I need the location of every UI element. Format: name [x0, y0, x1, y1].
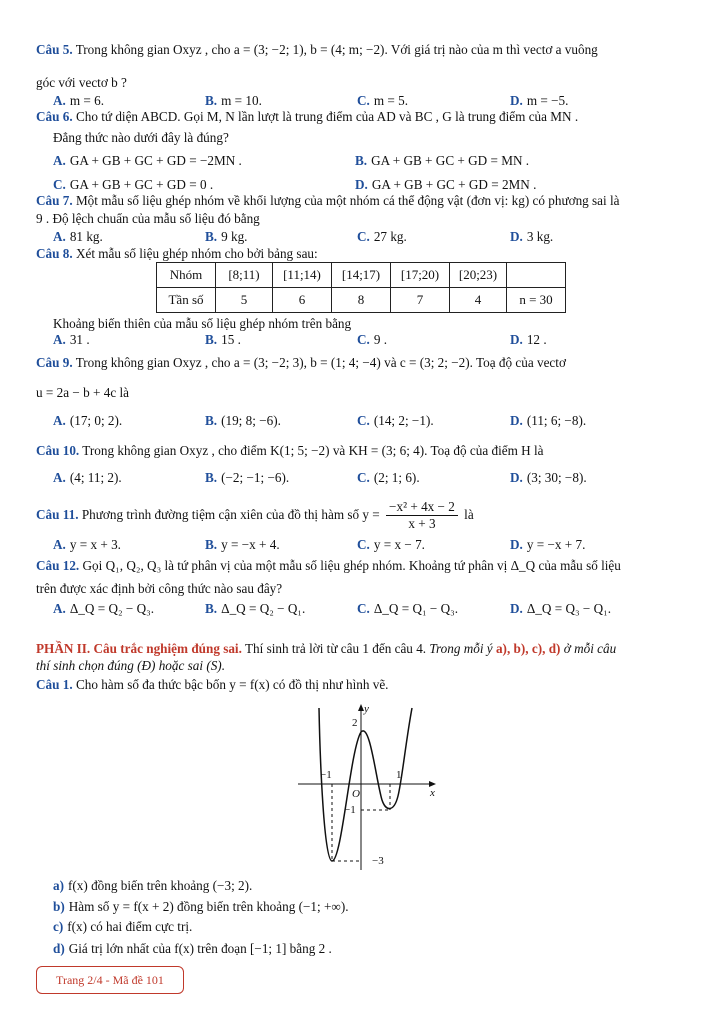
fraction-denominator: x + 3 [408, 516, 436, 532]
option-b[interactable]: B. GA + GB + GC + GD = MN . [355, 153, 530, 168]
question-text: Trong không gian Oxyz , cho điểm K(1; 5; −2) và [82, 443, 346, 458]
option-c[interactable]: C. m = 5. [357, 93, 409, 108]
question-6 [36, 108, 691, 126]
question-9-cont [36, 384, 691, 402]
option-a[interactable]: A. m = 6. [53, 93, 105, 108]
question-text: Phương trình đường tiệm cận xiên của đồ thị hàm số y = [81, 507, 380, 522]
option-c[interactable]: C. (14; 2; −1). [357, 413, 434, 428]
vector-u: u = 2a − b + 4c [36, 385, 117, 400]
option-b[interactable]: B. y = −x + 4. [205, 537, 280, 552]
x-axis-label: x [430, 787, 435, 799]
question-label: Câu 8. [36, 246, 73, 261]
question-5 [36, 41, 691, 59]
option-a[interactable]: A. 31 . [53, 332, 90, 347]
statement-d[interactable]: d) Giá trị lớn nhất của f(x) trên đoạn [−1; 1] bằng 2 . [53, 941, 332, 956]
frequency-table [156, 262, 566, 313]
option-b[interactable]: B. 15 . [205, 332, 241, 347]
question-8 [36, 245, 691, 263]
table-cell: [20;23) [450, 263, 507, 288]
section-text: ở mỗi câu [563, 641, 617, 656]
section-title: PHẦN II. Câu trắc nghiệm đúng sai. [36, 641, 242, 656]
vector-a: a = (3; −2; 3), [233, 355, 307, 370]
table-cell: [14;17) [332, 263, 391, 288]
question-11 [36, 498, 691, 532]
option-a[interactable]: A. Δ_Q = Q₂ − Q₃. [53, 601, 155, 616]
vector-c: c = (3; 2; −2). [399, 355, 473, 370]
question-text: Gọi Q₁, Q₂, Q₃ là tứ phân vị của một mẫu số liệu ghép nhóm. Khoảng tứ phân vị Δ_Q của mẫu số liệu [82, 558, 621, 573]
option-a[interactable]: A. 81 kg. [53, 229, 103, 244]
table-cell: Nhóm [157, 263, 216, 288]
option-b[interactable]: B. (−2; −1; −6). [205, 470, 290, 485]
table-cell: Tần số [157, 288, 216, 313]
option-a[interactable]: A. (17; 0; 2). [53, 413, 123, 428]
question-text: góc với vectơ b ? [36, 75, 127, 90]
question-text: trên được xác định bởi công thức nào sau đây? [36, 581, 283, 596]
table-cell: 7 [391, 288, 450, 313]
question-9 [36, 354, 691, 372]
option-a[interactable]: A. GA + GB + GC + GD = −2MN . [53, 153, 242, 168]
question-text: Khoảng biến thiên của mẫu số liệu ghép nhóm trên bằng [53, 316, 352, 331]
question-label: Câu 12. [36, 558, 80, 573]
question-text: Một mẫu số liệu ghép nhóm về khối lượng của một nhóm cá thể động vật (đơn vị: kg) có phương sai là [75, 193, 620, 208]
question-text: Trong không gian Oxyz , cho [75, 355, 231, 370]
option-b[interactable]: B. 9 kg. [205, 229, 248, 244]
quartic-function-graph [290, 700, 440, 872]
option-a[interactable]: A. (4; 11; 2). [53, 470, 122, 485]
option-d[interactable]: D. 3 kg. [510, 229, 554, 244]
question-label: Câu 1. [36, 677, 73, 692]
option-d[interactable]: D. (3; 30; −8). [510, 470, 587, 485]
tick-label: −3 [372, 855, 384, 867]
option-d[interactable]: D. (11; 6; −8). [510, 413, 587, 428]
tick-label: −1 [344, 804, 356, 816]
part2-question-1 [36, 676, 691, 694]
option-c[interactable]: C. GA + GB + GC + GD = 0 . [53, 177, 214, 192]
question-text: Đẳng thức nào dưới đây là đúng? [53, 130, 229, 145]
question-10 [36, 442, 691, 460]
question-text: Trong không gian Oxyz , cho [75, 42, 231, 57]
option-c[interactable]: C. Δ_Q = Q₁ − Q₃. [357, 601, 459, 616]
question-5-cont [36, 74, 691, 92]
option-d[interactable]: D. m = −5. [510, 93, 569, 108]
question-text: là [464, 507, 474, 522]
option-b[interactable]: B. (19; 8; −6). [205, 413, 281, 428]
item-letter: d) [548, 641, 561, 656]
question-label: Câu 9. [36, 355, 73, 370]
statement-a[interactable]: a) f(x) đồng biến trên khoảng (−3; 2). [53, 878, 253, 893]
question-label: Câu 10. [36, 443, 80, 458]
option-a[interactable]: A. y = x + 3. [53, 537, 121, 552]
table-cell: [17;20) [391, 263, 450, 288]
section-text: Trong mỗi ý [429, 641, 493, 656]
vector-kh: KH = (3; 6; 4). [348, 443, 428, 458]
vector-a: a = (3; −2; 1), [233, 42, 307, 57]
part-2-header [36, 640, 691, 658]
question-text: là [119, 385, 130, 400]
option-b[interactable]: B. Δ_Q = Q₂ − Q₁. [205, 601, 306, 616]
option-d[interactable]: D. y = −x + 7. [510, 537, 586, 552]
table-row [157, 263, 566, 288]
section-text: thí sinh chọn đúng (Đ) hoặc sai (S). [36, 658, 225, 673]
fraction [386, 499, 458, 532]
tick-label: −1 [320, 769, 332, 781]
option-c[interactable]: C. y = x − 7. [357, 537, 425, 552]
page-footer: Trang 2/4 - Mã đề 101 [36, 966, 184, 994]
question-label: Câu 7. [36, 193, 73, 208]
option-c[interactable]: C. 27 kg. [357, 229, 407, 244]
question-text: và [384, 355, 397, 370]
item-letter: c), [531, 641, 546, 656]
table-cell [507, 263, 566, 288]
table-cell: 8 [332, 288, 391, 313]
question-text: Toạ độ của điểm H là [430, 443, 544, 458]
vector-b: b = (4; m; −2). [310, 42, 388, 57]
tick-label: 2 [352, 717, 358, 729]
part-2-header-cont [36, 657, 691, 675]
question-text: Cho hàm số đa thức bậc bốn y = f(x) có đồ thị như hình vẽ. [75, 677, 389, 692]
question-text: Với giá trị nào của m thì vectơ a vuông [390, 42, 598, 57]
option-c[interactable]: C. (2; 1; 6). [357, 470, 420, 485]
section-text: Thí sinh trả lời từ câu 1 đến câu 4. [244, 641, 427, 656]
question-6-cont [53, 129, 691, 147]
table-cell: 5 [216, 288, 273, 313]
y-axis-label: y [364, 703, 369, 715]
table-cell: [8;11) [216, 263, 273, 288]
question-12-cont [36, 580, 691, 598]
question-text: Toạ độ của vectơ [476, 355, 566, 370]
question-text: Xét mẫu số liệu ghép nhóm cho bởi bảng sau: [75, 246, 318, 261]
table-cell: [11;14) [273, 263, 332, 288]
table-cell: 6 [273, 288, 332, 313]
question-label: Câu 6. [36, 109, 73, 124]
vector-b: b = (1; 4; −4) [310, 355, 381, 370]
question-7 [36, 192, 691, 210]
question-text: Cho tứ diện ABCD. Gọi M, N lần lượt là trung điểm của AD và BC , G là trung điểm của MN . [75, 109, 579, 124]
option-d[interactable]: D. Δ_Q = Q₃ − Q₁. [510, 601, 612, 616]
question-label: Câu 5. [36, 42, 73, 57]
statement-c[interactable]: c) f(x) có hai điểm cực trị. [53, 919, 193, 934]
fraction-numerator: −x² + 4x − 2 [386, 499, 458, 516]
origin-label: O [352, 788, 360, 800]
tick-label: 1 [396, 769, 402, 781]
question-12 [36, 557, 691, 575]
table-cell: n = 30 [507, 288, 566, 313]
statement-b[interactable]: b) Hàm số y = f(x + 2) đồng biến trên khoảng (−1; +∞). [53, 899, 349, 914]
question-7-cont [36, 210, 691, 228]
item-letter: a), [495, 641, 511, 656]
table-row [157, 288, 566, 313]
question-label: Câu 11. [36, 507, 79, 522]
option-c[interactable]: C. 9 . [357, 332, 388, 347]
item-letter: b), [513, 641, 529, 656]
question-text: 9 . Độ lệch chuẩn của mẫu số liệu đó bằng [36, 211, 260, 226]
option-b[interactable]: B. m = 10. [205, 93, 262, 108]
table-cell: 4 [450, 288, 507, 313]
option-d[interactable]: D. GA + GB + GC + GD = 2MN . [355, 177, 537, 192]
option-d[interactable]: D. 12 . [510, 332, 547, 347]
